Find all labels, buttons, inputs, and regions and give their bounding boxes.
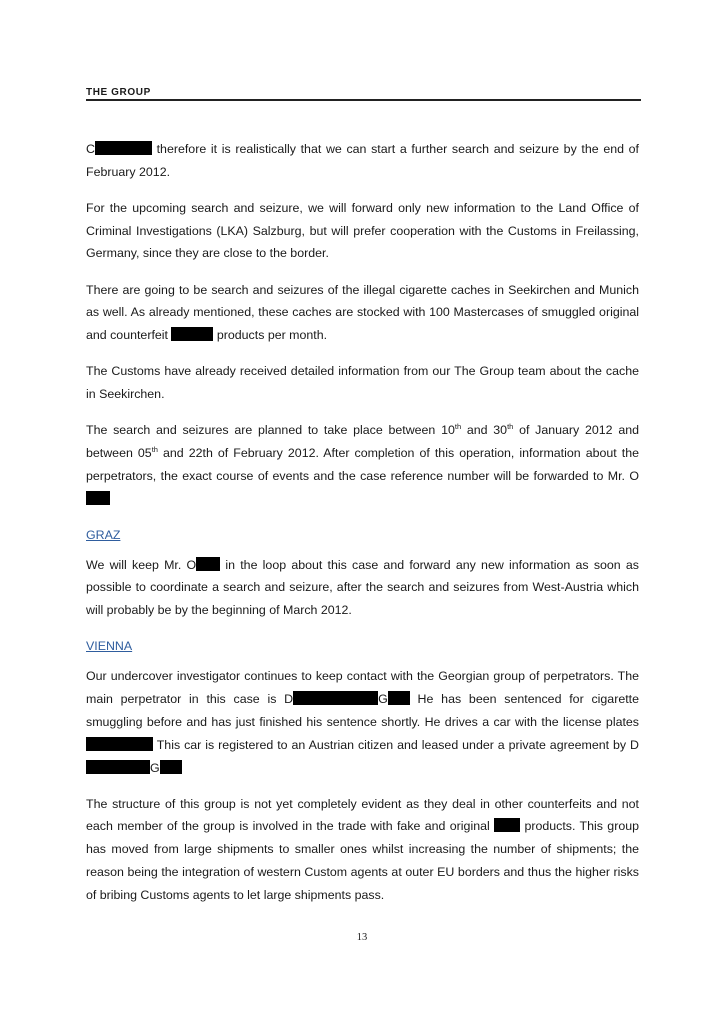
paragraph-graz [86, 554, 639, 622]
redaction [95, 141, 152, 155]
redaction [171, 327, 213, 341]
running-header: THE GROUP [86, 87, 151, 98]
text-span: products. This group has moved from large shipments to smaller ones whilst increasing the number of shipments; the reason being the integration of western Custom agents at outer EU borders and thus the higher risks of bribing Customs agents to let large shipments pass. [86, 819, 639, 902]
text-span: and 30 [461, 423, 508, 438]
text-span: Our undercover investigator continues to keep contact with the Georgian group of perpetrators. The main perpetrator in this case is D [86, 669, 639, 707]
text-span: therefore it is realistically that we can start a further search and seizure by the end of February 2012. [86, 142, 639, 179]
text-span: We will keep Mr. O [86, 557, 197, 572]
header-rule [86, 99, 641, 101]
redaction [160, 760, 182, 774]
text-span: of January 2012 and between 05 [86, 423, 639, 460]
paragraph-5 [86, 419, 639, 510]
paragraph-3 [86, 279, 639, 347]
text-span: products per month. [213, 328, 328, 343]
paragraph-4: The Customs have already received detailed information from our The Group team about the cache in Seekirchen. [86, 364, 639, 402]
redaction [86, 737, 153, 751]
text-span: and 22th of February 2012. After completion of this operation, information about the perpetrators, the exact course of events and the case reference number will be forwarded to Mr. O [86, 445, 639, 483]
paragraph-2: For the upcoming search and seizure, we will forward only new information to the Land Office of Criminal Investigations (LKA) Salzburg, but will prefer cooperation with the Customs in Freilassing, Germany, since they are close to the border. [86, 200, 639, 261]
text-span: This car is registered to an Austrian citizen and leased under a private agreement by D [153, 737, 639, 752]
page-number: 13 [356, 932, 368, 943]
redaction [196, 557, 220, 571]
paragraph-1 [86, 138, 639, 184]
redaction [293, 691, 378, 705]
paragraph-8 [86, 793, 639, 907]
text-span: G [150, 760, 160, 775]
redaction [388, 691, 410, 705]
text-span: He has been sentenced for cigarette smuggling before and has just finished his sentence shortly. He drives a car with the license plates [86, 692, 639, 729]
section-heading-vienna: VIENNA [86, 639, 133, 654]
paragraph-vienna [86, 665, 639, 779]
section-heading-graz: GRAZ [86, 527, 121, 542]
superscript: th [151, 444, 158, 454]
text-span: C [86, 142, 95, 156]
text-span: There are going to be search and seizures of the illegal cigarette caches in Seekirchen and Munich as well. As already mentioned, these caches are stocked with 100 Mastercases of smuggled original and counterfeit [86, 282, 639, 343]
redaction [86, 491, 110, 505]
redaction [494, 818, 520, 832]
document-body [86, 138, 639, 920]
text-span: The search and seizures are planned to take place between 10 [86, 423, 455, 438]
text-span: in the loop about this case and forward any new information as soon as possible to coordinate a search and seizure, after the search and seizures from West-Austria which will probably be by the beginning of March 2012. [86, 557, 639, 618]
superscript: th [507, 422, 514, 432]
text-span: The structure of this group is not yet completely evident as they deal in other counterfeits and not each member of the group is involved in the trade with fake and original [86, 796, 639, 834]
superscript: th [454, 422, 462, 432]
redaction [86, 760, 150, 774]
text-span: G [378, 692, 388, 707]
